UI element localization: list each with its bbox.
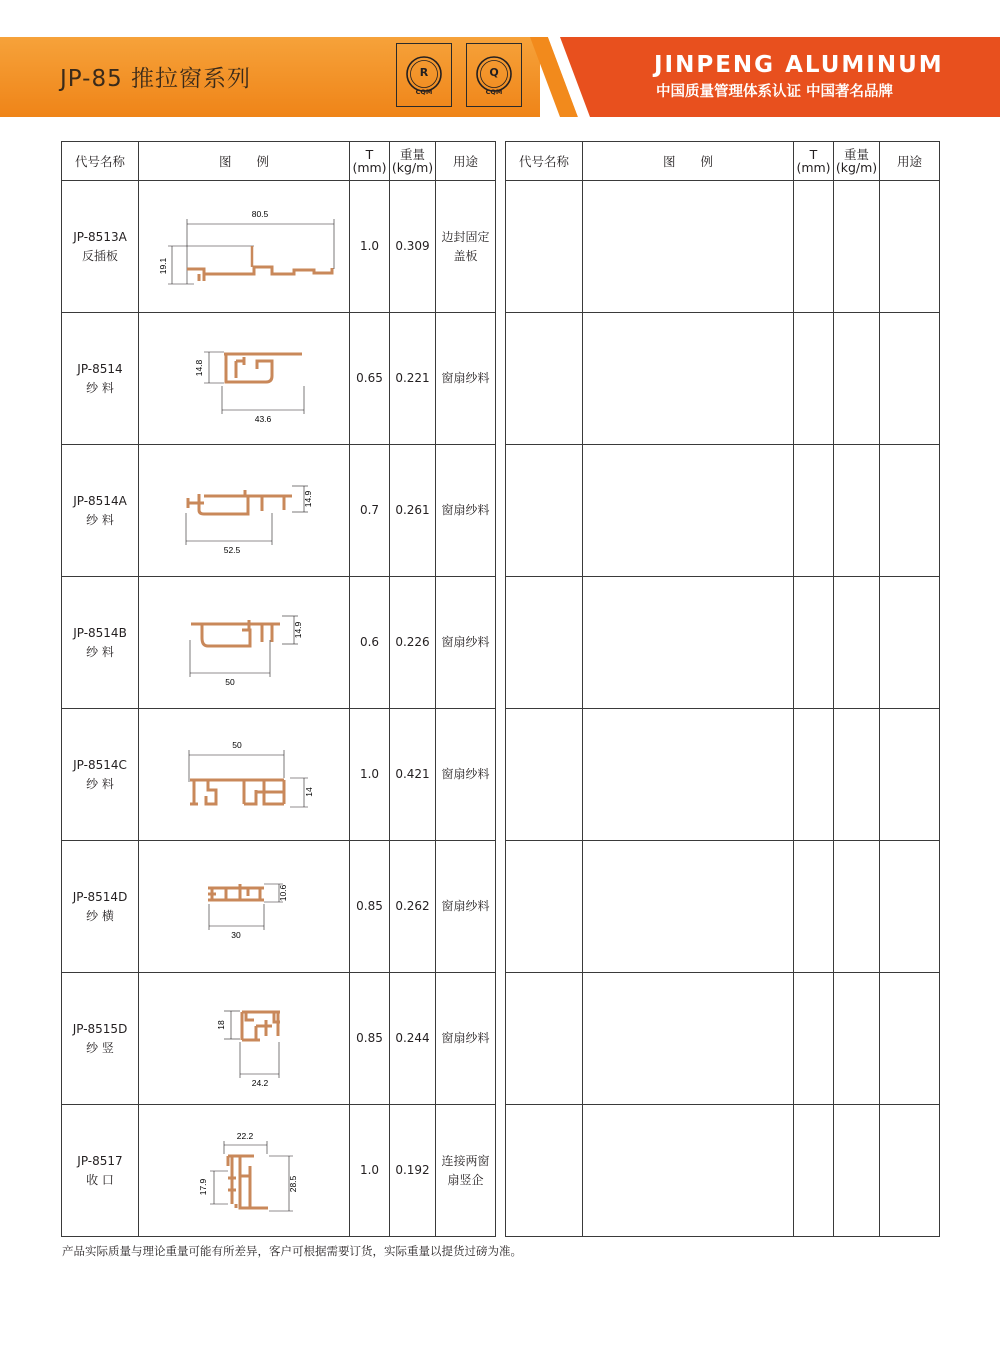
profile-8517-diagram [139, 1105, 350, 1237]
dim-height-label: 10.6 [278, 884, 288, 902]
col-header-use: 用途 [436, 142, 496, 181]
table-row-empty [506, 841, 940, 973]
use-cell: 边封固定盖板 [436, 181, 496, 313]
dim-width-label: 30 [231, 930, 241, 940]
thickness-cell: 0.65 [350, 313, 390, 445]
dim-height-label-secondary: 17.9 [198, 1178, 208, 1196]
cert-letter-q: Q [489, 66, 499, 79]
dim-height-label: 14 [304, 787, 314, 797]
use-cell: 窗扇纱料 [436, 445, 496, 577]
dim-height-label: 19.1 [158, 257, 168, 275]
table-row [62, 313, 496, 445]
profile-code-cell: JP-8514B 纱 料 [62, 577, 139, 709]
profile-8514a-icon [144, 448, 344, 573]
profile-spec-table-left [61, 141, 496, 1237]
use-cell: 窗扇纱料 [436, 841, 496, 973]
table-header-row [62, 142, 496, 181]
use-cell: 窗扇纱料 [436, 709, 496, 841]
cert-label-r: CQM [415, 88, 433, 96]
weight-cell: 0.261 [390, 445, 436, 577]
cert-letter-r: R [419, 66, 429, 79]
profile-spec-table-right [505, 141, 940, 1237]
table-row-empty [506, 445, 940, 577]
table-row [62, 577, 496, 709]
weight-cell: 0.221 [390, 313, 436, 445]
col-header-weight: 重量 (kg/m) [834, 142, 880, 181]
profile-code-cell: JP-8514A 纱 料 [62, 445, 139, 577]
table-row [62, 973, 496, 1105]
profile-8514b-diagram [139, 577, 350, 709]
table-row [62, 445, 496, 577]
thickness-cell: 0.6 [350, 577, 390, 709]
dim-width-label: 50 [225, 677, 235, 687]
cert-badge-q [466, 43, 522, 107]
profile-8513a-icon [144, 184, 344, 309]
weight-cell: 0.262 [390, 841, 436, 973]
use-cell: 连接两窗扇竖企 [436, 1105, 496, 1237]
footnote-disclaimer: 产品实际质量与理论重量可能有所差异，客户可根据需要订货，实际重量以提货过磅为准。 [62, 1244, 522, 1258]
dim-height-label: 18 [216, 1020, 226, 1030]
thickness-cell: 0.7 [350, 445, 390, 577]
col-header-code: 代号名称 [506, 142, 583, 181]
table-row [62, 1105, 496, 1237]
profile-8514c-icon [144, 712, 344, 837]
dim-height-label: 14.8 [194, 359, 204, 377]
col-header-use: 用途 [880, 142, 940, 181]
table-row [62, 841, 496, 973]
dim-width-label: 43.6 [254, 414, 272, 424]
weight-cell: 0.421 [390, 709, 436, 841]
dim-height-label: 14.9 [303, 490, 313, 508]
profile-code-cell: JP-8513A 反插板 [62, 181, 139, 313]
profile-8517-icon [144, 1108, 344, 1233]
cert-badge-r [396, 43, 452, 107]
weight-cell: 0.309 [390, 181, 436, 313]
profile-code-cell: JP-8514D 纱 横 [62, 841, 139, 973]
weight-cell: 0.226 [390, 577, 436, 709]
table-row [62, 709, 496, 841]
profile-code-cell: JP-8517 收 口 [62, 1105, 139, 1237]
table-row-empty [506, 313, 940, 445]
thickness-cell: 1.0 [350, 1105, 390, 1237]
thickness-cell: 0.85 [350, 841, 390, 973]
dim-width-label: 52.5 [223, 545, 241, 555]
thickness-cell: 1.0 [350, 709, 390, 841]
brand-name-english: JINPENG ALUMINUM [654, 52, 944, 78]
profile-8514-diagram [139, 313, 350, 445]
dim-height-label: 28.5 [288, 1175, 298, 1193]
dim-width-label: 80.5 [251, 209, 269, 219]
dim-width-label: 22.2 [236, 1131, 254, 1141]
cert-label-q: CQM [485, 88, 503, 96]
profile-8513a-diagram [139, 181, 350, 313]
dim-width-label: 24.2 [251, 1078, 269, 1088]
weight-cell: 0.192 [390, 1105, 436, 1237]
profile-8514-icon [144, 316, 344, 441]
dim-width-label: 50 [232, 740, 242, 750]
profile-8515d-diagram [139, 973, 350, 1105]
col-header-thickness: T (mm) [794, 142, 834, 181]
col-header-figure: 图 例 [583, 142, 794, 181]
col-header-figure: 图 例 [139, 142, 350, 181]
table-row [62, 181, 496, 313]
table-header-row [506, 142, 940, 181]
table-row-empty [506, 973, 940, 1105]
profile-code-cell: JP-8514C 纱 料 [62, 709, 139, 841]
use-cell: 窗扇纱料 [436, 973, 496, 1105]
profile-code-cell: JP-8514 纱 料 [62, 313, 139, 445]
profile-8514d-diagram [139, 841, 350, 973]
table-row-empty [506, 577, 940, 709]
profile-8514b-icon [144, 580, 344, 705]
use-cell: 窗扇纱料 [436, 313, 496, 445]
thickness-cell: 0.85 [350, 973, 390, 1105]
profile-8514c-diagram [139, 709, 350, 841]
table-row-empty [506, 709, 940, 841]
table-row-empty [506, 1105, 940, 1237]
brand-slogan-chinese: 中国质量管理体系认证 中国著名品牌 [656, 84, 894, 100]
thickness-cell: 1.0 [350, 181, 390, 313]
profile-8515d-icon [144, 976, 344, 1101]
col-header-code: 代号名称 [62, 142, 139, 181]
profile-8514d-icon [144, 844, 344, 969]
weight-cell: 0.244 [390, 973, 436, 1105]
use-cell: 窗扇纱料 [436, 577, 496, 709]
profile-code-cell: JP-8515D 纱 竖 [62, 973, 139, 1105]
col-header-thickness: T (mm) [350, 142, 390, 181]
col-header-weight: 重量 (kg/m) [390, 142, 436, 181]
dim-height-label: 14.9 [293, 621, 303, 639]
table-row-empty [506, 181, 940, 313]
profile-8514a-diagram [139, 445, 350, 577]
series-title: JP-85 推拉窗系列 [60, 66, 252, 92]
